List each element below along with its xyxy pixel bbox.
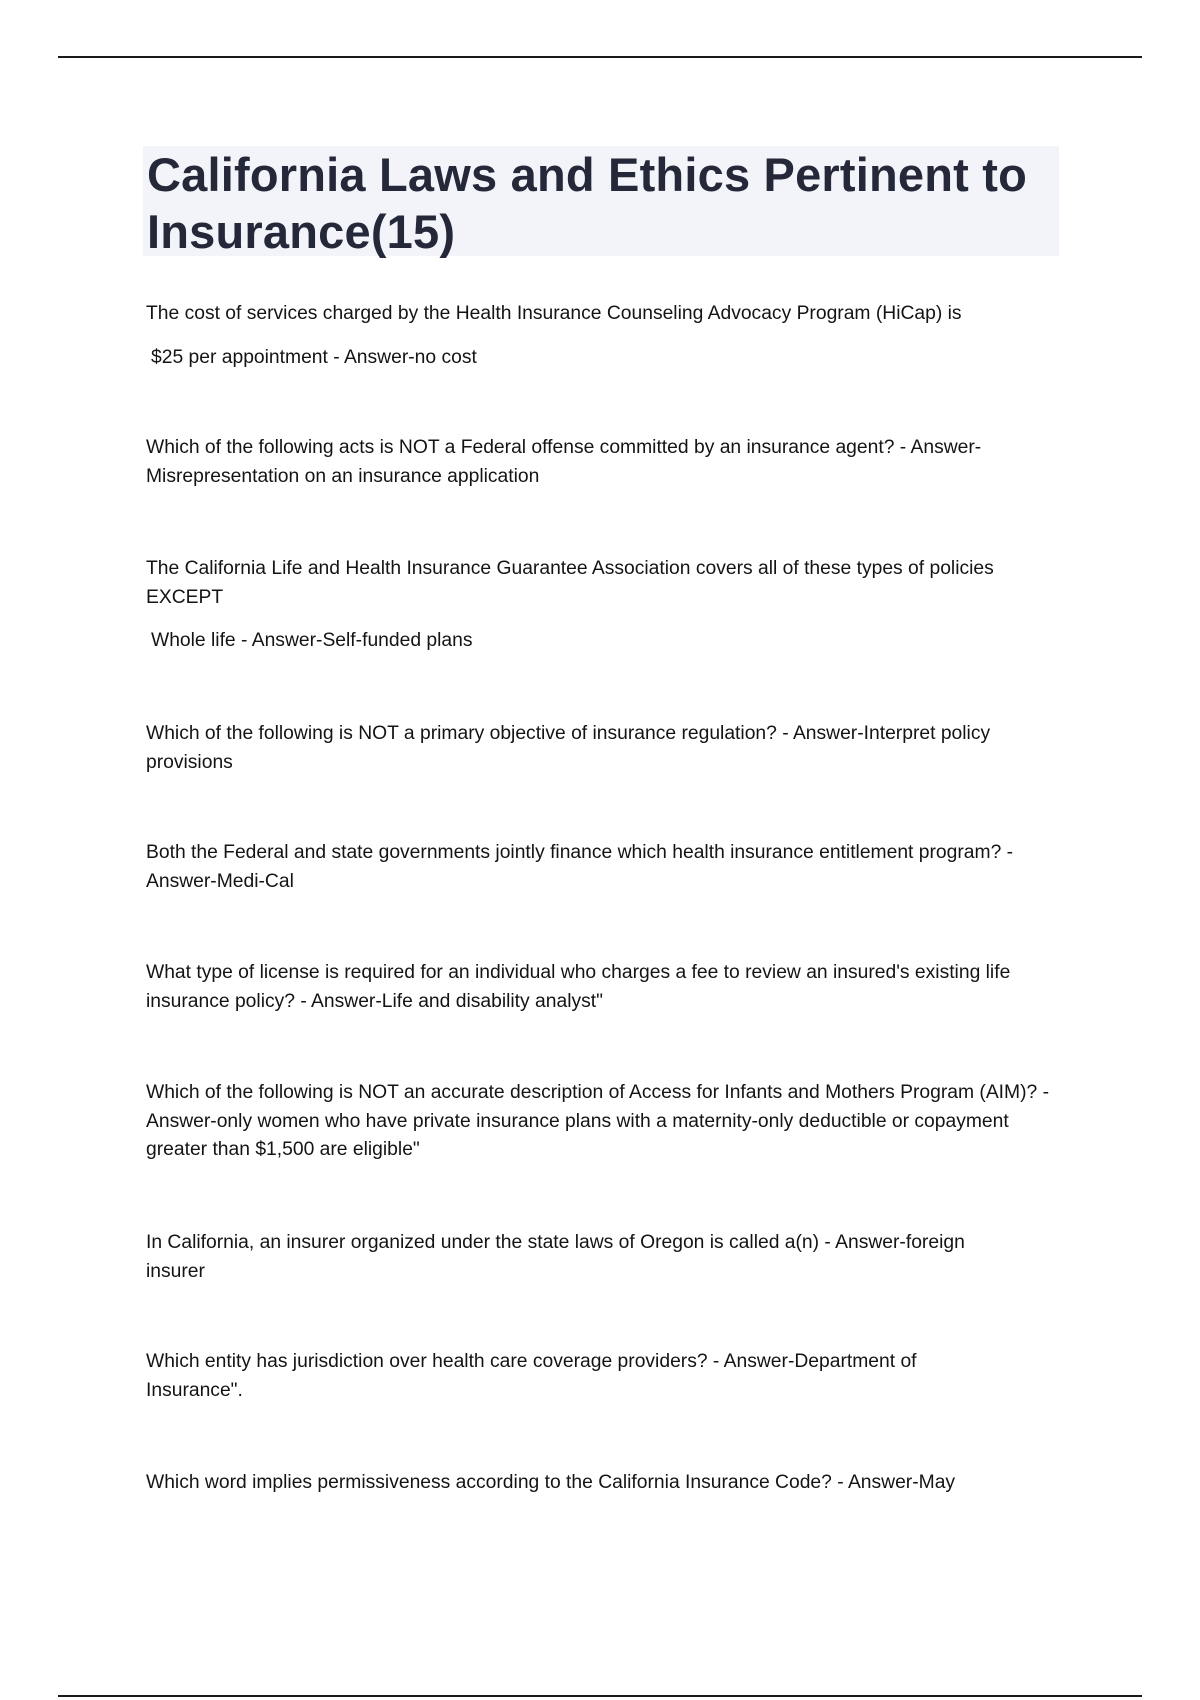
question-text: Which entity has jurisdiction over health care coverage providers? - Answer-Department of Insurance". xyxy=(146,1351,917,1401)
qa-item xyxy=(146,434,1066,491)
document-title: California Laws and Ethics Pertinent to Insurance(15) xyxy=(147,148,1028,258)
qa-item xyxy=(146,1469,1066,1498)
question-text: In California, an insurer organized under the state laws of Oregon is called a(n) - Answer-foreign insurer xyxy=(146,1232,965,1282)
question-text: Which of the following acts is NOT a Federal offense committed by an insurance agent? - Answer-Misrepresentation on an insurance application xyxy=(146,437,982,487)
qa-item xyxy=(146,839,1071,896)
question-text: The cost of services charged by the Health Insurance Counseling Advocacy Program (HiCap) is xyxy=(146,303,962,324)
bottom-rule xyxy=(58,1695,1142,1697)
qa-item xyxy=(146,1079,1066,1165)
answer-line: Whole life - Answer-Self-funded plans xyxy=(151,630,473,651)
qa-item xyxy=(146,1229,1026,1286)
qa-item xyxy=(146,959,1056,1016)
question-text: Which of the following is NOT an accurate description of Access for Infants and Mothers Program (AIM)? - Answer-only women who have private insurance plans with a maternity-only deductible or copayment greater than $1,500 are eligible" xyxy=(146,1082,1050,1160)
title-block xyxy=(143,146,1059,256)
question-text: Which of the following is NOT a primary objective of insurance regulation? - Answer-Interpret policy provisions xyxy=(146,723,991,773)
answer-line: $25 per appointment - Answer-no cost xyxy=(151,346,477,368)
question-text: Both the Federal and state governments jointly finance which health insurance entitlement program? - Answer-Medi-Cal xyxy=(146,842,1014,892)
qa-item xyxy=(146,300,962,372)
qa-item xyxy=(146,1348,986,1405)
qa-item xyxy=(146,555,1066,656)
top-rule xyxy=(58,56,1142,58)
question-text: The California Life and Health Insurance Guarantee Association covers all of these types of policies EXCEPT xyxy=(146,558,994,608)
qa-item xyxy=(146,720,1066,777)
question-text: Which word implies permissiveness according to the California Insurance Code? - Answer-May xyxy=(146,1472,956,1493)
question-text: What type of license is required for an individual who charges a fee to review an insured's existing life insurance policy? - Answer-Life and disability analyst" xyxy=(146,962,1011,1012)
